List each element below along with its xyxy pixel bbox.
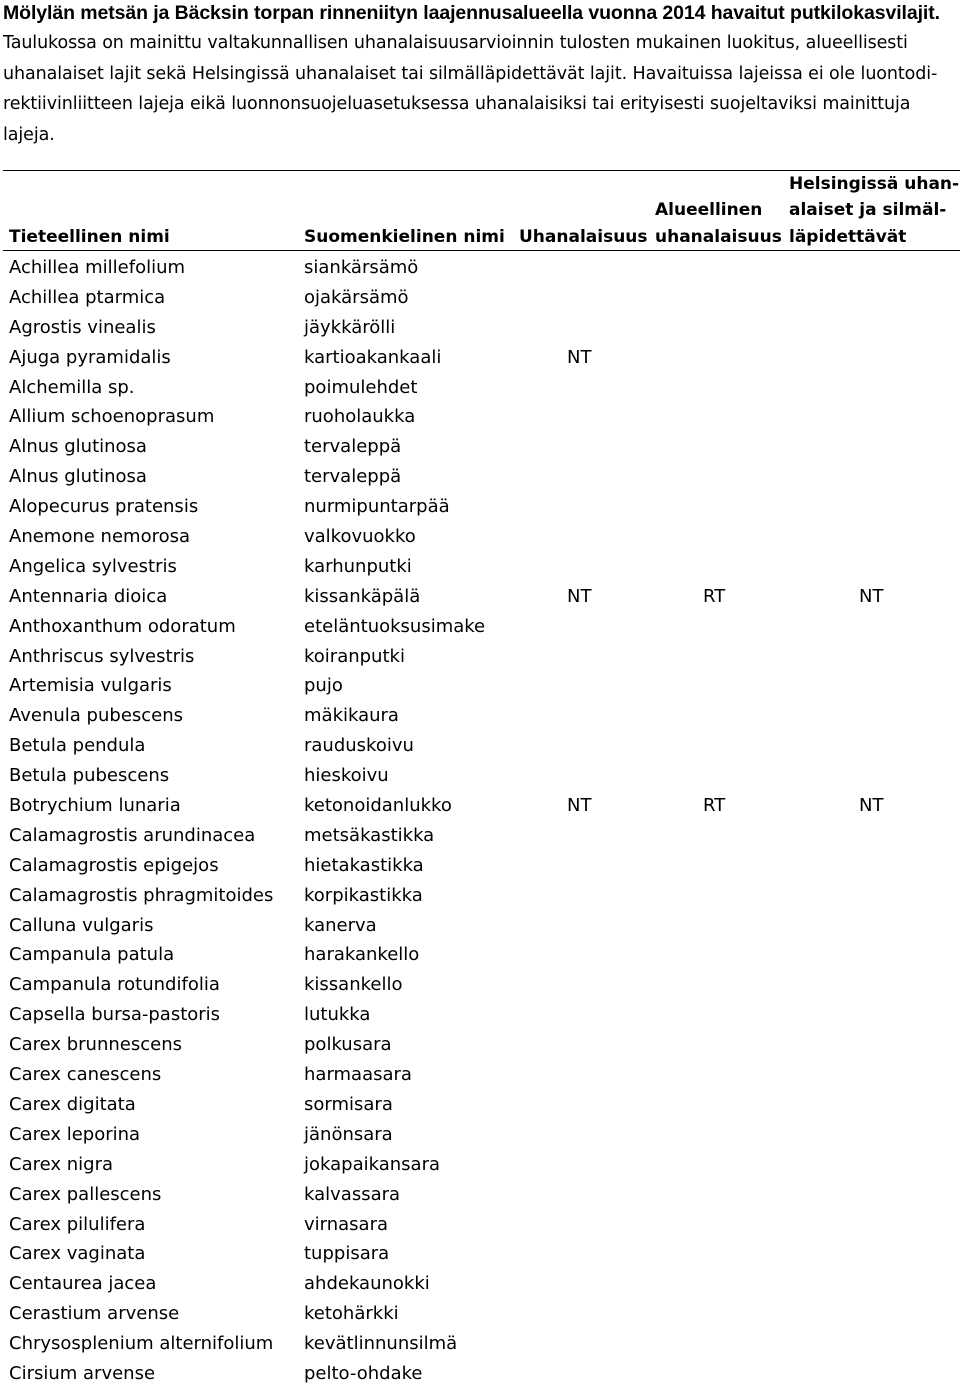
cell-scientific-name: Achillea millefolium bbox=[9, 257, 186, 278]
table-row bbox=[0, 881, 960, 911]
table-caption bbox=[3, 0, 958, 150]
caption-text-line: rektiivinliitteen lajeja eikä luonnonsuojeluasetuksessa uhanalaisiksi tai erityisesti suojeltaviksi mainittuja bbox=[3, 94, 911, 114]
caption-title: Mölylän metsän ja Bäcksin torpan rinneniityn laajennusalueella vuonna 2014 havaitut putkilokasvilajit. bbox=[3, 2, 940, 24]
cell-finnish-name: nurmipuntarpää bbox=[304, 496, 450, 518]
cell-helsinki-status: NT bbox=[859, 585, 884, 607]
table-row bbox=[0, 1269, 960, 1299]
cell-finnish-name: poimulehdet bbox=[304, 376, 418, 398]
cell-scientific-name: Alnus glutinosa bbox=[9, 436, 147, 458]
cell-scientific-name: Angelica sylvestris bbox=[9, 555, 177, 577]
table-row bbox=[0, 1329, 960, 1359]
table-row bbox=[0, 1299, 960, 1329]
cell-finnish-name: lutukka bbox=[304, 1004, 371, 1026]
cell-finnish-name: karhunputki bbox=[304, 555, 412, 577]
cell-finnish-name: polkusara bbox=[304, 1034, 392, 1056]
table-row bbox=[0, 462, 960, 492]
cell-scientific-name: Centaurea jacea bbox=[9, 1273, 157, 1295]
table-row bbox=[0, 791, 960, 821]
table-row bbox=[0, 642, 960, 672]
cell-finnish-name: eteläntuoksusimake bbox=[304, 615, 486, 637]
cell-finnish-name: ahdekaunokki bbox=[304, 1273, 430, 1295]
cell-scientific-name: Cerastium arvense bbox=[9, 1303, 180, 1325]
header-regional-status-line1: Alueellinen bbox=[655, 200, 763, 220]
header-regional-status-line2: uhanalaisuus bbox=[655, 227, 782, 247]
table-row bbox=[0, 432, 960, 462]
cell-scientific-name: Calamagrostis phragmitoides bbox=[9, 884, 274, 906]
cell-scientific-name: Agrostis vinealis bbox=[9, 316, 156, 338]
table-row bbox=[0, 821, 960, 851]
table-row bbox=[0, 1030, 960, 1060]
table-row bbox=[0, 761, 960, 791]
cell-national-status: NT bbox=[567, 795, 592, 817]
cell-scientific-name: Cirsium arvense bbox=[9, 1362, 156, 1384]
cell-finnish-name: kanerva bbox=[304, 914, 377, 936]
cell-finnish-name: kissankäpälä bbox=[304, 585, 421, 607]
table-row bbox=[0, 1239, 960, 1269]
cell-finnish-name: hietakastikka bbox=[304, 854, 424, 876]
cell-scientific-name: Anthoxanthum odoratum bbox=[9, 615, 236, 637]
cell-scientific-name: Alopecurus pratensis bbox=[9, 496, 199, 518]
table-row bbox=[0, 612, 960, 642]
cell-scientific-name: Artemisia vulgaris bbox=[9, 675, 172, 697]
table-row bbox=[0, 253, 960, 283]
table-row bbox=[0, 1090, 960, 1120]
header-scientific-name: Tieteellinen nimi bbox=[9, 227, 170, 247]
table-row bbox=[0, 940, 960, 970]
header-helsinki-status-line3: läpidettävät bbox=[789, 227, 907, 247]
cell-finnish-name: koiranputki bbox=[304, 645, 405, 667]
header-national-status: Uhanalaisuus bbox=[519, 227, 648, 247]
cell-finnish-name: virnasara bbox=[304, 1213, 389, 1235]
cell-finnish-name: harakankello bbox=[304, 944, 420, 966]
cell-scientific-name: Betula pubescens bbox=[9, 765, 170, 787]
table-row bbox=[0, 492, 960, 522]
table-row bbox=[0, 731, 960, 761]
cell-finnish-name: metsäkastikka bbox=[304, 824, 435, 846]
cell-scientific-name: Calluna vulgaris bbox=[9, 914, 154, 936]
table-row bbox=[0, 1150, 960, 1180]
cell-scientific-name: Carex canescens bbox=[9, 1064, 162, 1086]
cell-finnish-name: tervaleppä bbox=[304, 436, 402, 458]
table-row bbox=[0, 1120, 960, 1150]
table-row bbox=[0, 373, 960, 403]
cell-regional-status: RT bbox=[703, 585, 726, 607]
cell-regional-status: RT bbox=[703, 795, 726, 817]
cell-finnish-name: kevätlinnunsilmä bbox=[304, 1333, 458, 1355]
cell-finnish-name: kalvassara bbox=[304, 1183, 401, 1205]
cell-scientific-name: Carex pallescens bbox=[9, 1183, 162, 1205]
table-row bbox=[0, 522, 960, 552]
table-body bbox=[0, 253, 960, 1389]
table-header-rule bbox=[3, 250, 960, 251]
cell-scientific-name: Achillea ptarmica bbox=[9, 286, 166, 308]
header-helsinki-status-line1: Helsingissä uhan- bbox=[789, 174, 960, 194]
cell-finnish-name: ketohärkki bbox=[304, 1303, 399, 1325]
cell-finnish-name: tuppisara bbox=[304, 1243, 390, 1265]
header-finnish-name: Suomenkielinen nimi bbox=[304, 227, 505, 247]
table-row bbox=[0, 313, 960, 343]
cell-finnish-name: tervaleppä bbox=[304, 466, 402, 488]
cell-finnish-name: jänönsara bbox=[304, 1123, 393, 1145]
cell-scientific-name: Calamagrostis epigejos bbox=[9, 854, 219, 876]
cell-helsinki-status: NT bbox=[859, 795, 884, 817]
cell-scientific-name: Botrychium lunaria bbox=[9, 795, 181, 817]
table-row bbox=[0, 701, 960, 731]
cell-finnish-name: ruoholaukka bbox=[304, 406, 416, 428]
cell-scientific-name: Alnus glutinosa bbox=[9, 466, 147, 488]
cell-finnish-name: siankärsämö bbox=[304, 257, 419, 278]
caption-text-line: uhanalaiset lajit sekä Helsingissä uhanalaiset tai silmälläpidettävät lajit. Havaituissa lajeissa ei ole luontodi- bbox=[3, 63, 938, 84]
cell-finnish-name: ketonoidanlukko bbox=[304, 795, 452, 817]
cell-scientific-name: Carex nigra bbox=[9, 1153, 114, 1175]
table-row bbox=[0, 582, 960, 612]
cell-finnish-name: kartioakankaali bbox=[304, 346, 442, 368]
caption-text-line: Taulukossa on mainittu valtakunnallisen uhanalaisuusarvioinnin tulosten mukainen luokitus, alueellisesti bbox=[3, 33, 908, 53]
cell-scientific-name: Anemone nemorosa bbox=[9, 526, 191, 548]
caption-text-line: lajeja. bbox=[3, 124, 55, 145]
table-row bbox=[0, 970, 960, 1000]
cell-scientific-name: Capsella bursa-pastoris bbox=[9, 1004, 221, 1026]
cell-scientific-name: Allium schoenoprasum bbox=[9, 406, 215, 428]
table-row bbox=[0, 671, 960, 701]
cell-finnish-name: valkovuokko bbox=[304, 526, 416, 548]
cell-scientific-name: Avenula pubescens bbox=[9, 705, 184, 727]
table-row bbox=[0, 1060, 960, 1090]
cell-finnish-name: rauduskoivu bbox=[304, 735, 414, 757]
cell-finnish-name: mäkikaura bbox=[304, 705, 399, 727]
cell-scientific-name: Carex leporina bbox=[9, 1123, 141, 1145]
cell-scientific-name: Carex digitata bbox=[9, 1093, 136, 1115]
cell-scientific-name: Calamagrostis arundinacea bbox=[9, 824, 256, 846]
cell-finnish-name: kissankello bbox=[304, 974, 403, 996]
cell-finnish-name: pelto-ohdake bbox=[304, 1362, 423, 1384]
table-row bbox=[0, 1359, 960, 1389]
cell-scientific-name: Antennaria dioica bbox=[9, 585, 168, 607]
table-row bbox=[0, 851, 960, 881]
cell-scientific-name: Campanula patula bbox=[9, 944, 175, 966]
cell-finnish-name: sormisara bbox=[304, 1093, 393, 1115]
cell-scientific-name: Chrysosplenium alternifolium bbox=[9, 1333, 274, 1355]
cell-scientific-name: Anthriscus sylvestris bbox=[9, 645, 195, 667]
cell-finnish-name: harmaasara bbox=[304, 1064, 412, 1086]
cell-national-status: NT bbox=[567, 346, 592, 368]
cell-finnish-name: pujo bbox=[304, 675, 343, 697]
cell-finnish-name: korpikastikka bbox=[304, 884, 423, 906]
cell-scientific-name: Alchemilla sp. bbox=[9, 376, 135, 398]
table-row bbox=[0, 911, 960, 941]
table-row bbox=[0, 1210, 960, 1240]
cell-scientific-name: Campanula rotundifolia bbox=[9, 974, 220, 996]
cell-scientific-name: Carex brunnescens bbox=[9, 1034, 182, 1056]
cell-finnish-name: jokapaikansara bbox=[304, 1153, 440, 1175]
cell-finnish-name: hieskoivu bbox=[304, 765, 389, 787]
table-row bbox=[0, 1180, 960, 1210]
table-row bbox=[0, 402, 960, 432]
header-helsinki-status-line2: alaiset ja silmäl- bbox=[789, 200, 947, 220]
cell-finnish-name: jäykkärölli bbox=[304, 316, 396, 338]
cell-scientific-name: Betula pendula bbox=[9, 735, 146, 757]
table-row bbox=[0, 343, 960, 373]
cell-scientific-name: Carex vaginata bbox=[9, 1243, 146, 1265]
cell-scientific-name: Carex pilulifera bbox=[9, 1213, 146, 1235]
table-row bbox=[0, 1000, 960, 1030]
cell-finnish-name: ojakärsämö bbox=[304, 286, 409, 308]
table-row bbox=[0, 283, 960, 313]
cell-scientific-name: Ajuga pyramidalis bbox=[9, 346, 171, 368]
cell-national-status: NT bbox=[567, 585, 592, 607]
table-row bbox=[0, 552, 960, 582]
